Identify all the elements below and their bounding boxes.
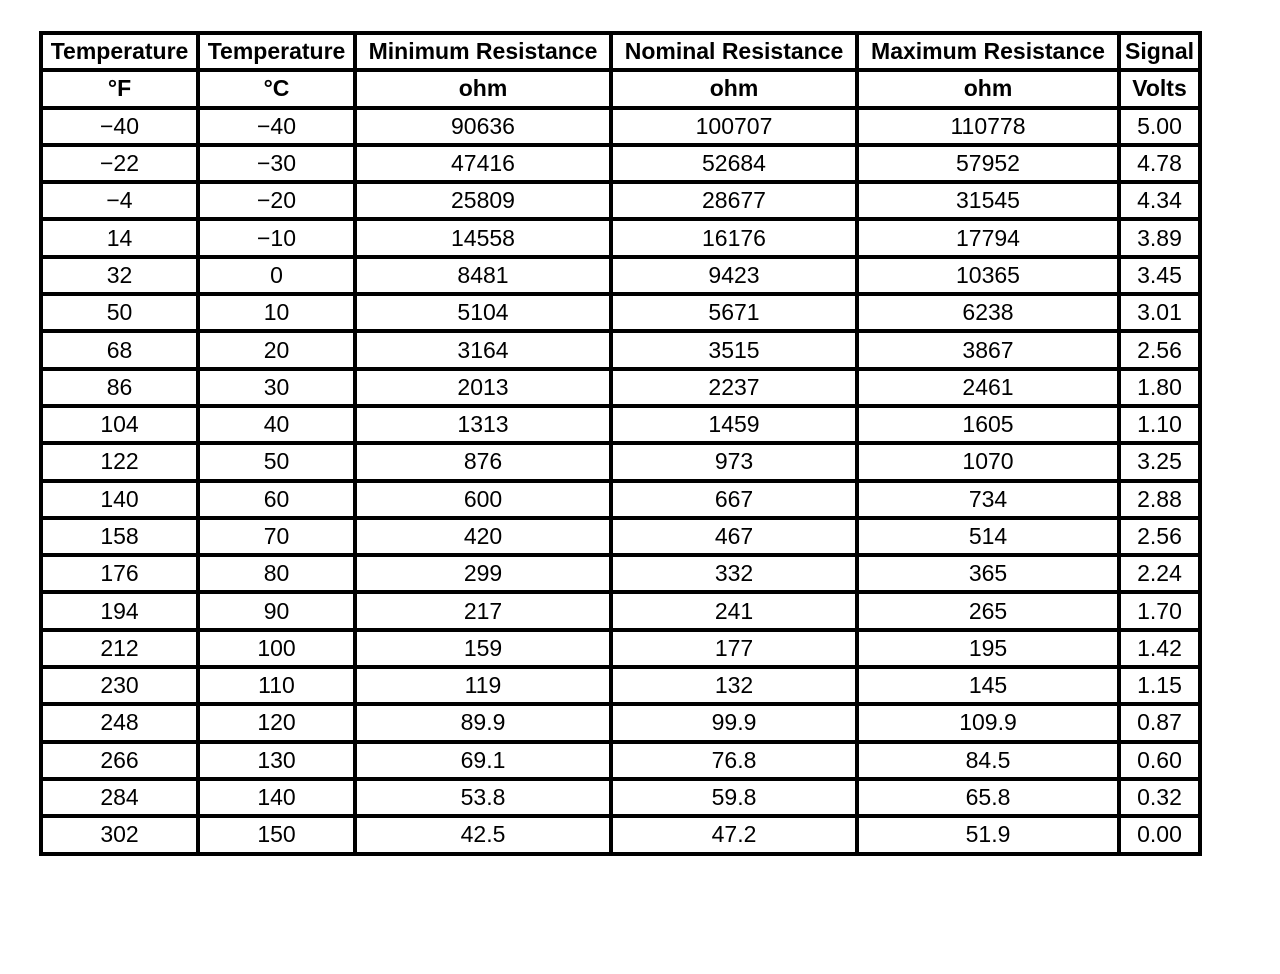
- header-row-units: [41, 70, 1200, 107]
- table-row: [41, 406, 1200, 443]
- header-minimum-resistance: Minimum Resistance: [355, 33, 611, 70]
- cell-temp-c: 130: [198, 742, 355, 779]
- cell-nominal-resistance: 973: [611, 443, 857, 480]
- cell-min-resistance: 299: [355, 555, 611, 592]
- cell-signal-volts: 0.00: [1119, 816, 1200, 853]
- cell-min-resistance: 600: [355, 481, 611, 518]
- header-temperature-c: Temperature: [198, 33, 355, 70]
- cell-nominal-resistance: 100707: [611, 108, 857, 145]
- resistance-table: [39, 31, 1202, 856]
- cell-min-resistance: 25809: [355, 182, 611, 219]
- cell-max-resistance: 1605: [857, 406, 1119, 443]
- cell-max-resistance: 1070: [857, 443, 1119, 480]
- cell-temp-c: −20: [198, 182, 355, 219]
- cell-signal-volts: 3.25: [1119, 443, 1200, 480]
- cell-max-resistance: 195: [857, 630, 1119, 667]
- table-row: [41, 816, 1200, 853]
- cell-temp-f: −22: [41, 145, 198, 182]
- cell-signal-volts: 3.89: [1119, 219, 1200, 256]
- cell-temp-c: 120: [198, 704, 355, 741]
- cell-nominal-resistance: 2237: [611, 369, 857, 406]
- cell-max-resistance: 110778: [857, 108, 1119, 145]
- cell-min-resistance: 90636: [355, 108, 611, 145]
- cell-max-resistance: 6238: [857, 294, 1119, 331]
- header-row-titles: [41, 33, 1200, 70]
- cell-nominal-resistance: 667: [611, 481, 857, 518]
- cell-temp-f: 176: [41, 555, 198, 592]
- header-signal: Signal: [1119, 33, 1200, 70]
- cell-max-resistance: 65.8: [857, 779, 1119, 816]
- cell-temp-f: 122: [41, 443, 198, 480]
- cell-min-resistance: 69.1: [355, 742, 611, 779]
- cell-signal-volts: 1.80: [1119, 369, 1200, 406]
- table-row: [41, 555, 1200, 592]
- table-row: [41, 294, 1200, 331]
- cell-nominal-resistance: 467: [611, 518, 857, 555]
- table-row: [41, 257, 1200, 294]
- cell-signal-volts: 2.56: [1119, 331, 1200, 368]
- cell-temp-f: 140: [41, 481, 198, 518]
- table-row: [41, 481, 1200, 518]
- cell-nominal-resistance: 241: [611, 592, 857, 629]
- cell-temp-c: 0: [198, 257, 355, 294]
- cell-max-resistance: 31545: [857, 182, 1119, 219]
- cell-temp-f: 158: [41, 518, 198, 555]
- unit-max-ohm: ohm: [857, 70, 1119, 107]
- cell-temp-c: 100: [198, 630, 355, 667]
- table-row: [41, 108, 1200, 145]
- cell-nominal-resistance: 99.9: [611, 704, 857, 741]
- cell-temp-c: 60: [198, 481, 355, 518]
- table-row: [41, 704, 1200, 741]
- cell-temp-f: 284: [41, 779, 198, 816]
- cell-min-resistance: 217: [355, 592, 611, 629]
- cell-nominal-resistance: 9423: [611, 257, 857, 294]
- cell-temp-c: 80: [198, 555, 355, 592]
- cell-min-resistance: 89.9: [355, 704, 611, 741]
- cell-signal-volts: 5.00: [1119, 108, 1200, 145]
- cell-min-resistance: 159: [355, 630, 611, 667]
- cell-temp-c: 140: [198, 779, 355, 816]
- cell-temp-f: 50: [41, 294, 198, 331]
- cell-nominal-resistance: 1459: [611, 406, 857, 443]
- cell-signal-volts: 0.87: [1119, 704, 1200, 741]
- cell-min-resistance: 5104: [355, 294, 611, 331]
- cell-nominal-resistance: 177: [611, 630, 857, 667]
- unit-min-ohm: ohm: [355, 70, 611, 107]
- cell-nominal-resistance: 52684: [611, 145, 857, 182]
- table-row: [41, 592, 1200, 629]
- table-row: [41, 518, 1200, 555]
- cell-signal-volts: 4.34: [1119, 182, 1200, 219]
- cell-min-resistance: 47416: [355, 145, 611, 182]
- cell-min-resistance: 8481: [355, 257, 611, 294]
- cell-temp-f: 14: [41, 219, 198, 256]
- cell-nominal-resistance: 132: [611, 667, 857, 704]
- cell-signal-volts: 3.45: [1119, 257, 1200, 294]
- cell-min-resistance: 1313: [355, 406, 611, 443]
- header-temperature-f: Temperature: [41, 33, 198, 70]
- cell-temp-c: 50: [198, 443, 355, 480]
- unit-nominal-ohm: ohm: [611, 70, 857, 107]
- cell-min-resistance: 3164: [355, 331, 611, 368]
- cell-temp-c: 10: [198, 294, 355, 331]
- cell-nominal-resistance: 28677: [611, 182, 857, 219]
- table-row: [41, 331, 1200, 368]
- unit-volts: Volts: [1119, 70, 1200, 107]
- cell-temp-c: −40: [198, 108, 355, 145]
- cell-nominal-resistance: 76.8: [611, 742, 857, 779]
- cell-temp-f: −4: [41, 182, 198, 219]
- cell-min-resistance: 14558: [355, 219, 611, 256]
- table-row: [41, 630, 1200, 667]
- cell-max-resistance: 514: [857, 518, 1119, 555]
- table-row: [41, 369, 1200, 406]
- table-row: [41, 145, 1200, 182]
- cell-max-resistance: 145: [857, 667, 1119, 704]
- cell-temp-c: 40: [198, 406, 355, 443]
- unit-fahrenheit: °F: [41, 70, 198, 107]
- table-row: [41, 779, 1200, 816]
- cell-temp-f: 194: [41, 592, 198, 629]
- cell-signal-volts: 0.60: [1119, 742, 1200, 779]
- cell-max-resistance: 10365: [857, 257, 1119, 294]
- cell-min-resistance: 119: [355, 667, 611, 704]
- cell-signal-volts: 1.15: [1119, 667, 1200, 704]
- unit-celsius: °C: [198, 70, 355, 107]
- cell-temp-f: 266: [41, 742, 198, 779]
- cell-max-resistance: 57952: [857, 145, 1119, 182]
- table-row: [41, 219, 1200, 256]
- table-row: [41, 667, 1200, 704]
- cell-min-resistance: 53.8: [355, 779, 611, 816]
- cell-temp-c: 110: [198, 667, 355, 704]
- cell-min-resistance: 876: [355, 443, 611, 480]
- cell-temp-c: −30: [198, 145, 355, 182]
- cell-temp-f: 302: [41, 816, 198, 853]
- cell-nominal-resistance: 47.2: [611, 816, 857, 853]
- cell-signal-volts: 1.10: [1119, 406, 1200, 443]
- cell-nominal-resistance: 3515: [611, 331, 857, 368]
- cell-min-resistance: 420: [355, 518, 611, 555]
- cell-temp-f: 212: [41, 630, 198, 667]
- cell-temp-f: 248: [41, 704, 198, 741]
- cell-nominal-resistance: 59.8: [611, 779, 857, 816]
- cell-temp-f: 68: [41, 331, 198, 368]
- cell-temp-c: −10: [198, 219, 355, 256]
- cell-nominal-resistance: 5671: [611, 294, 857, 331]
- cell-temp-f: 86: [41, 369, 198, 406]
- table-row: [41, 182, 1200, 219]
- cell-signal-volts: 0.32: [1119, 779, 1200, 816]
- cell-max-resistance: 2461: [857, 369, 1119, 406]
- cell-temp-c: 70: [198, 518, 355, 555]
- cell-temp-c: 90: [198, 592, 355, 629]
- cell-max-resistance: 265: [857, 592, 1119, 629]
- cell-signal-volts: 3.01: [1119, 294, 1200, 331]
- cell-max-resistance: 365: [857, 555, 1119, 592]
- table-row: [41, 443, 1200, 480]
- cell-temp-f: 230: [41, 667, 198, 704]
- cell-nominal-resistance: 16176: [611, 219, 857, 256]
- cell-temp-f: 32: [41, 257, 198, 294]
- cell-temp-c: 150: [198, 816, 355, 853]
- cell-max-resistance: 734: [857, 481, 1119, 518]
- table-body: [41, 108, 1200, 854]
- cell-min-resistance: 2013: [355, 369, 611, 406]
- cell-max-resistance: 109.9: [857, 704, 1119, 741]
- cell-signal-volts: 2.88: [1119, 481, 1200, 518]
- header-nominal-resistance: Nominal Resistance: [611, 33, 857, 70]
- cell-max-resistance: 3867: [857, 331, 1119, 368]
- table-header: [41, 33, 1200, 108]
- header-maximum-resistance: Maximum Resistance: [857, 33, 1119, 70]
- cell-signal-volts: 1.70: [1119, 592, 1200, 629]
- cell-temp-c: 20: [198, 331, 355, 368]
- cell-signal-volts: 4.78: [1119, 145, 1200, 182]
- cell-temp-f: 104: [41, 406, 198, 443]
- cell-temp-f: −40: [41, 108, 198, 145]
- cell-temp-c: 30: [198, 369, 355, 406]
- cell-signal-volts: 2.24: [1119, 555, 1200, 592]
- cell-nominal-resistance: 332: [611, 555, 857, 592]
- cell-max-resistance: 84.5: [857, 742, 1119, 779]
- cell-min-resistance: 42.5: [355, 816, 611, 853]
- cell-signal-volts: 1.42: [1119, 630, 1200, 667]
- cell-signal-volts: 2.56: [1119, 518, 1200, 555]
- table-row: [41, 742, 1200, 779]
- cell-max-resistance: 51.9: [857, 816, 1119, 853]
- cell-max-resistance: 17794: [857, 219, 1119, 256]
